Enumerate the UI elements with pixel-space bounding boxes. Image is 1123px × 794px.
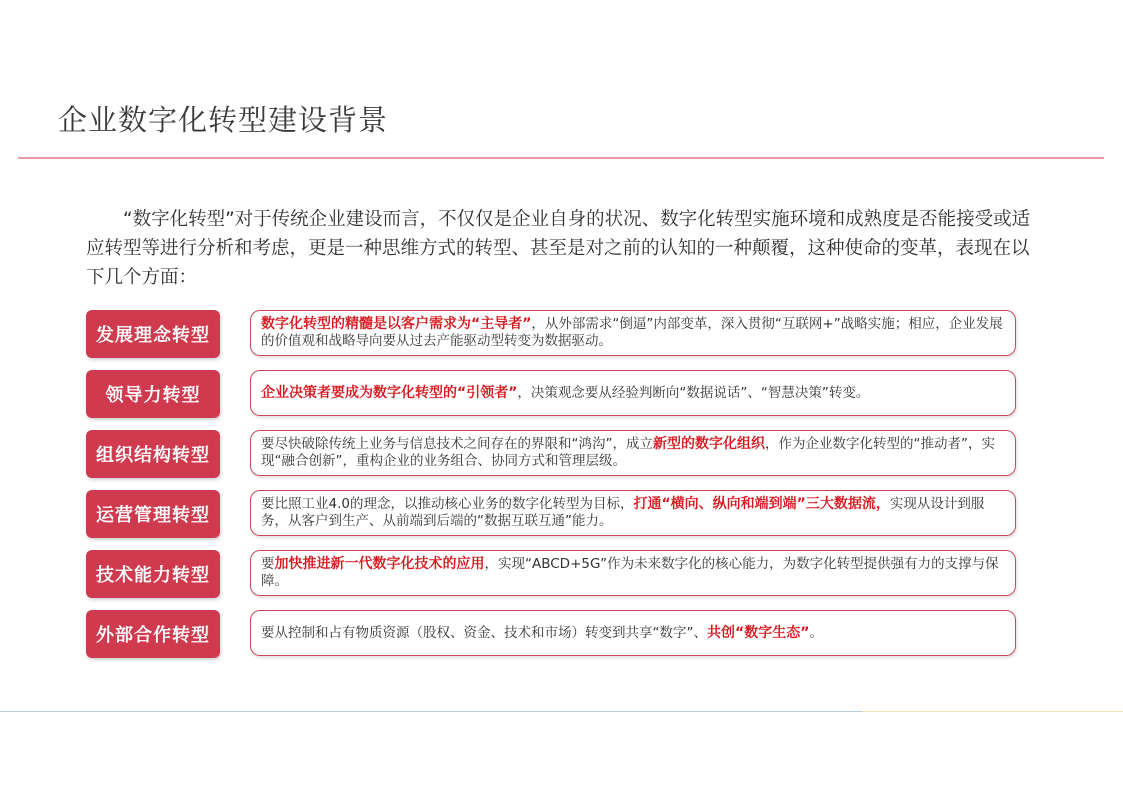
row-label: 外部合作转型	[86, 610, 220, 658]
description-text	[261, 385, 869, 402]
row-label: 技术能力转型	[86, 550, 220, 598]
transformation-row	[86, 610, 1032, 660]
description-highlight: 共创“数字生态”	[707, 624, 810, 641]
description-highlight: 数字化转型的精髓是以客户需求为“主导者”	[261, 316, 532, 332]
transformation-row	[86, 310, 1032, 360]
description-normal: ，从外部需求“倒逼”内部变革，深入贯彻“互联网+”战略实施；相应，企业发展的价值观和战略导向要从过去产能驱动型转变为数据驱动。	[261, 316, 1003, 349]
description-highlight: 新型的数字化组织	[653, 436, 765, 452]
row-description	[250, 370, 1016, 416]
description-normal: 要尽快破除传统上业务与信息技术之间存在的界限和“鸿沟”，成立	[261, 436, 653, 452]
row-description	[250, 550, 1016, 596]
description-highlight: 企业决策者要成为数字化转型的“引领者”	[261, 384, 518, 401]
transformation-row	[86, 370, 1032, 420]
description-normal: ，决策观念要从经验判断向“数据说话”、“智慧决策”转变。	[517, 384, 870, 401]
description-text	[261, 625, 823, 642]
transformation-row	[86, 430, 1032, 480]
row-description	[250, 610, 1016, 656]
description-normal: ，实现“ABCD+5G”作为未来数字化的核心能力，为数字化转型提供强有力的支撑与保障。	[261, 556, 999, 589]
description-normal: ，作为企业数字化转型的“推动者”，实现“融合创新”，重构企业的业务组合、协同方式和管理层级。	[261, 436, 995, 469]
transformation-row	[86, 550, 1032, 600]
description-highlight: 打通“横向、纵向和端到端”三大数据流，	[633, 496, 890, 512]
row-label: 运营管理转型	[86, 490, 220, 538]
row-label: 组织结构转型	[86, 430, 220, 478]
description-highlight: 加快推进新一代数字化技术的应用	[274, 556, 485, 572]
intro-paragraph: “数字化转型”对于传统企业建设而言，不仅仅是企业自身的状况、数字化转型实施环境和成熟度是否能接受或适应转型等进行分析和考虑，更是一种思维方式的转型、甚至是对之前的认知的一种颠覆，这种使命的变革，表现在以下几个方面：	[86, 209, 1031, 288]
description-text	[261, 316, 1005, 350]
footer-divider-right	[862, 711, 1123, 712]
description-normal: 要从控制和占有物质资源（股权、资金、技术和市场）转变到共享“数字”、	[261, 624, 707, 641]
description-text	[261, 496, 1005, 530]
footer-divider-left	[0, 711, 862, 712]
row-description	[250, 310, 1016, 356]
description-normal: 要比照工业4.0的理念，以推动核心业务的数字化转型为目标，	[261, 496, 634, 512]
transformation-row	[86, 490, 1032, 540]
row-label: 领导力转型	[86, 370, 220, 418]
title-divider	[18, 157, 1104, 159]
row-description	[250, 430, 1016, 476]
page-title: 企业数字化转型建设背景	[58, 103, 389, 137]
description-text	[261, 436, 1005, 470]
description-normal: 。	[809, 624, 823, 641]
description-text	[261, 556, 1005, 590]
description-normal: 实现从设计到服务，从客户到生产、从前端到后端的“数据互联互通”能力。	[261, 496, 985, 529]
row-label: 发展理念转型	[86, 310, 220, 358]
description-normal: 要	[261, 556, 275, 572]
row-description	[250, 490, 1016, 536]
